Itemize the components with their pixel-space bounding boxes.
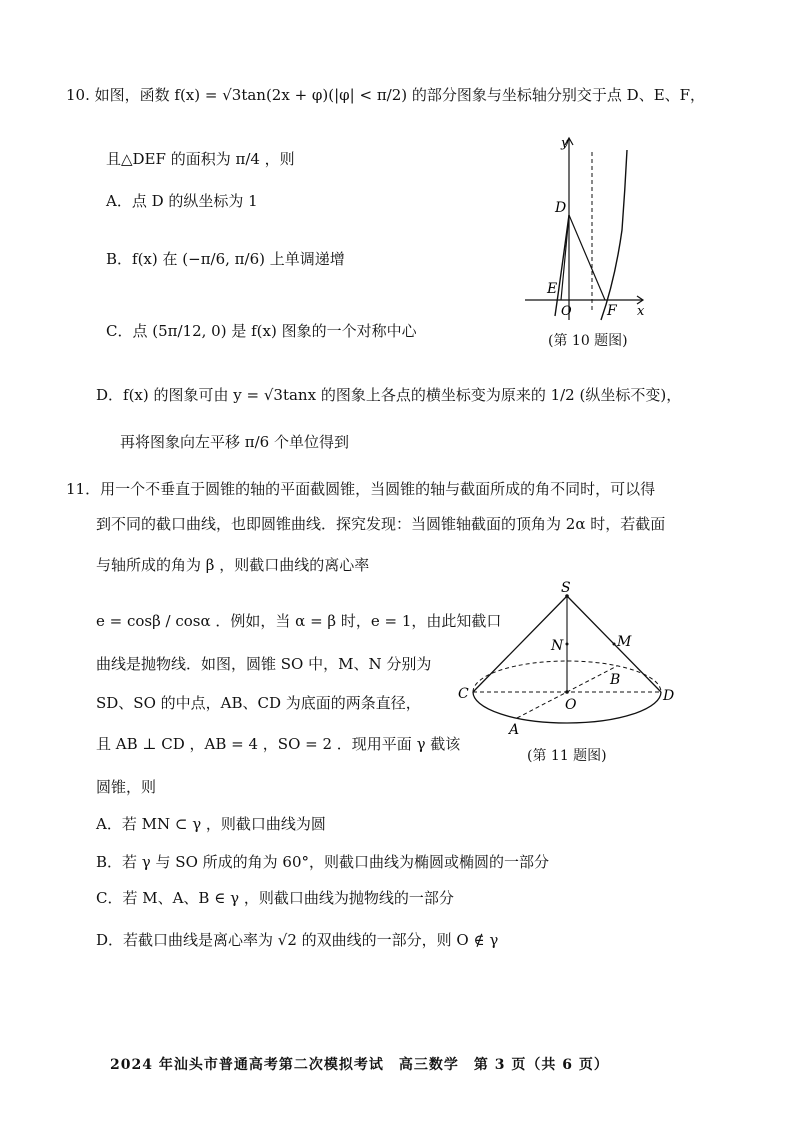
label-n: N <box>551 638 564 654</box>
tan-curve-left-branch <box>555 215 569 316</box>
label-y: y <box>561 136 569 151</box>
label-c: C <box>458 686 469 702</box>
q11-figure-caption: (第 11 题图) <box>527 748 607 764</box>
q11-line7: 且 AB ⊥ CD ，AB = 4 ，SO = 2 ．现用平面 γ 截该 <box>96 735 461 753</box>
label-d: D <box>555 200 567 216</box>
q11-line4: e = cosβ / cosα ．例如，当 α = β 时，e = 1，由此知截口 <box>96 612 502 630</box>
q11-line2: 到不同的截口曲线，也即圆锥曲线．探究发现：当圆锥轴截面的顶角为 2α 时，若截面 <box>96 515 666 533</box>
page-footer: 2024 年汕头市普通高考第二次模拟考试 高三数学 第 3 页（共 6 页） <box>110 1057 609 1073</box>
label-b: B <box>610 672 621 688</box>
q11-option-b: B．若 γ 与 SO 所成的角为 60°，则截口曲线为椭圆或椭圆的一部分 <box>96 853 549 871</box>
q11-line1: 11．用一个不垂直于圆锥的轴的平面截圆锥，当圆锥的轴与截面所成的角不同时，可以得 <box>66 480 656 498</box>
q10-figure <box>525 130 655 325</box>
q11-option-c: C．若 M、A、B ∈ γ ，则截口曲线为抛物线的一部分 <box>96 889 454 907</box>
label-m: M <box>617 634 632 650</box>
q10-option-c: C．点 (5π/12, 0) 是 f(x) 图象的一个对称中心 <box>106 322 417 340</box>
point-o <box>565 690 569 694</box>
q11-line6: SD、SO 的中点，AB、CD 为底面的两条直径， <box>96 694 421 712</box>
label-a: A <box>509 722 520 738</box>
q11-line8: 圆锥，则 <box>96 778 157 796</box>
q11-figure <box>455 580 680 745</box>
label-o: O <box>561 304 572 319</box>
segment-df <box>569 215 605 300</box>
q10-figure-caption: (第 10 题图) <box>548 333 628 349</box>
label-o: O <box>565 697 577 713</box>
q11-line3: 与轴所成的角为 β ，则截口曲线的离心率 <box>96 556 370 574</box>
q11-line5: 曲线是抛物线．如图，圆锥 SO 中，M、N 分别为 <box>96 655 432 673</box>
q11-option-d: D．若截口曲线是离心率为 √2 的双曲线的一部分，则 O ∉ γ <box>96 931 499 949</box>
label-d: D <box>663 688 675 704</box>
q10-option-d-line2: 再将图象向左平移 π/6 个单位得到 <box>120 433 349 451</box>
segment-de <box>561 215 569 300</box>
q10-option-a: A．点 D 的纵坐标为 1 <box>106 192 258 210</box>
q10-option-d-line1: D．f(x) 的图象可由 y = √3tanx 的图象上各点的横坐标变为原来的 1/2 (纵坐标不变)， <box>96 386 682 404</box>
label-s: S <box>561 580 571 596</box>
q10-stem-line2: 且△DEF 的面积为 π/4 ，则 <box>106 150 295 168</box>
label-f: F <box>607 303 617 319</box>
point-n <box>566 643 569 646</box>
q10-option-b: B．f(x) 在 (−π/6, π/6) 上单调递增 <box>106 250 345 268</box>
point-m <box>613 643 616 646</box>
q10-stem-line1: 10. 如图，函数 f(x) = √3tan(2x + φ)(|φ| < π/2) 的部分图象与坐标轴分别交于点 D、E、F， <box>66 86 706 104</box>
label-x: x <box>637 304 645 319</box>
label-e: E <box>547 281 558 297</box>
q11-option-a: A．若 MN ⊂ γ ，则截口曲线为圆 <box>96 815 326 833</box>
tan-curve-right-branch <box>601 150 627 320</box>
